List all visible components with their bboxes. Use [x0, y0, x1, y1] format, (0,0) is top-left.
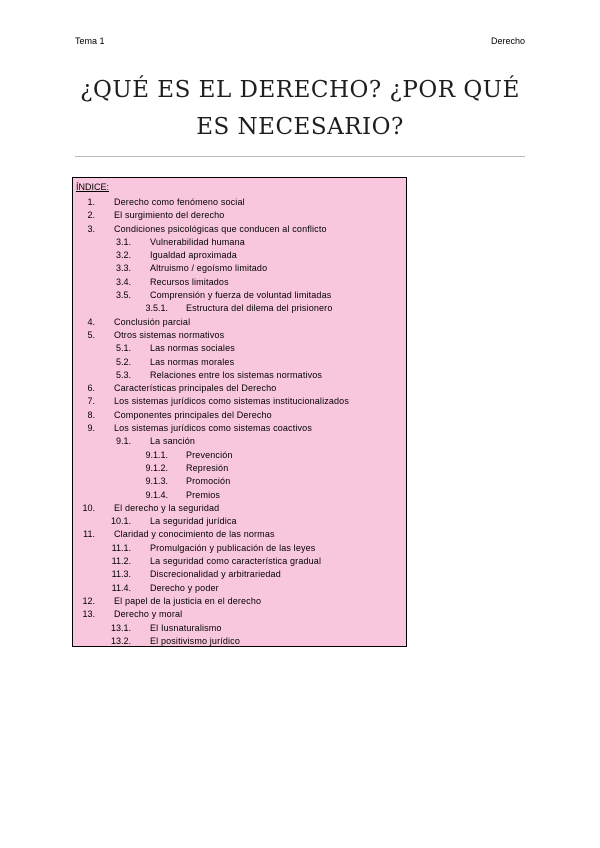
toc-item [73, 608, 406, 621]
toc-item-number: 6. [87, 383, 95, 394]
toc-item-number: 8. [87, 409, 95, 420]
toc-item [73, 582, 406, 595]
toc-item-label: Componentes principales del Derecho [114, 409, 272, 420]
toc-item [73, 409, 406, 422]
toc-item [73, 622, 406, 635]
toc-item-label: Conclusión parcial [114, 316, 191, 327]
toc-item-number: 13. [82, 609, 95, 620]
toc-item-number: 2. [87, 210, 95, 221]
toc-item [73, 502, 406, 515]
toc-item-number: 3.1. [115, 236, 131, 247]
toc-item-label: La sanción [150, 436, 196, 447]
toc-item [73, 209, 406, 222]
toc-item-number: 3.5. [115, 290, 131, 301]
toc-item-label: Derecho como fenómeno social [114, 197, 245, 207]
toc-item-number: 3.5.1. [145, 303, 168, 314]
toc-item-number: 5.1. [115, 343, 131, 354]
toc-item [73, 422, 406, 435]
toc-item-label: El surgimiento del derecho [114, 210, 225, 221]
toc-item-number: 13.1. [110, 622, 131, 633]
toc-item-label: Características principales del Derecho [114, 383, 277, 394]
header-topic: Tema 1 [75, 36, 105, 46]
toc-item-number: 11.3. [111, 569, 131, 580]
toc-item [73, 462, 406, 475]
toc-item [73, 635, 406, 648]
toc-item-number: 9.1.1. [145, 449, 168, 460]
toc-item-label: Discrecionalidad y arbitrariedad [150, 569, 281, 580]
toc-item-number: 3. [87, 223, 95, 234]
toc-item-number: 3.3. [115, 263, 131, 274]
toc-item-label: Los sistemas jurídicos como sistemas institucionalizados [114, 396, 349, 407]
toc-item-label: Represión [186, 462, 229, 473]
toc-item-label: Prevención [186, 449, 233, 460]
toc-item [73, 316, 406, 329]
toc-item-number: 11.1. [111, 542, 131, 553]
toc-item [73, 289, 406, 302]
toc-item [73, 475, 406, 488]
toc-item-label: El derecho y la seguridad [114, 502, 220, 513]
toc-item-label: El papel de la justicia en el derecho [114, 595, 262, 606]
table-of-contents [72, 177, 407, 647]
toc-item [73, 196, 406, 209]
toc-item [73, 223, 406, 236]
toc-item-number: 1. [87, 197, 95, 207]
toc-item [73, 435, 406, 448]
toc-item-label: Premios [186, 489, 221, 500]
toc-item-label: Derecho y poder [150, 582, 219, 593]
toc-item-number: 5.2. [115, 356, 131, 367]
toc-item-number: 5. [87, 329, 95, 340]
toc-item-number: 9. [87, 423, 95, 434]
toc-item-label: Las normas sociales [150, 343, 235, 354]
toc-item [73, 236, 406, 249]
toc-item-number: 3.2. [115, 250, 131, 261]
toc-item-number: 5.3. [115, 369, 131, 380]
toc-item [73, 555, 406, 568]
toc-item [73, 489, 406, 502]
page-title: ¿QUÉ ES EL DERECHO? ¿POR QUÉ ES NECESARIO? [80, 77, 520, 140]
toc-item-label: Condiciones psicológicas que conducen al conflicto [114, 223, 327, 234]
toc-item [73, 449, 406, 462]
title-divider [75, 156, 525, 157]
toc-item [73, 515, 406, 528]
toc-item-label: Los sistemas jurídicos como sistemas coactivos [114, 423, 312, 434]
toc-item-label: Estructura del dilema del prisionero [186, 303, 333, 314]
toc-item-number: 7. [87, 396, 95, 407]
toc-item-label: Recursos limitados [150, 276, 229, 287]
toc-item-label: El Iusnaturalismo [150, 622, 222, 633]
toc-item-number: 12. [82, 595, 95, 606]
toc-item [73, 568, 406, 581]
toc-item-label: Comprensión y fuerza de voluntad limitadas [150, 290, 332, 301]
toc-item-label: Derecho y moral [114, 609, 183, 620]
toc-item [73, 262, 406, 275]
toc-item [73, 369, 406, 382]
toc-item-number: 3.4. [115, 276, 131, 287]
toc-item-label: Otros sistemas normativos [114, 329, 225, 340]
toc-item [73, 528, 406, 541]
toc-item-label: Promoción [186, 476, 231, 487]
toc-item [73, 395, 406, 408]
toc-item [73, 276, 406, 289]
toc-item-number: 9.1. [115, 436, 131, 447]
toc-item [73, 356, 406, 369]
toc-item-number: 4. [87, 316, 95, 327]
toc-item-number: 11.4. [111, 582, 131, 593]
toc-item-label: El positivismo jurídico [150, 635, 240, 646]
toc-list [73, 196, 406, 648]
toc-item-label: La seguridad como característica gradual [150, 556, 322, 567]
toc-item-number: 11.2. [111, 556, 131, 567]
toc-item-label: Las normas morales [150, 356, 235, 367]
toc-item-number: 9.1.3. [145, 476, 168, 487]
toc-item [73, 342, 406, 355]
toc-item-label: La seguridad jurídica [150, 516, 237, 527]
toc-item [73, 302, 406, 315]
toc-heading: ÍNDICE: [76, 182, 110, 192]
toc-item-number: 10.1. [110, 516, 131, 527]
toc-item-label: Relaciones entre los sistemas normativos [150, 369, 323, 380]
header-subject: Derecho [490, 36, 525, 46]
toc-item-number: 13.2. [110, 635, 131, 646]
toc-item-label: Vulnerabilidad humana [150, 236, 245, 247]
toc-item-number: 11. [83, 529, 95, 540]
toc-item [73, 329, 406, 342]
toc-item [73, 542, 406, 555]
toc-item-label: Promulgación y publicación de las leyes [150, 542, 316, 553]
toc-item [73, 382, 406, 395]
toc-item-label: Claridad y conocimiento de las normas [114, 529, 275, 540]
toc-item-label: Altruismo / egoísmo limitado [150, 263, 268, 274]
toc-item-number: 9.1.2. [145, 462, 168, 473]
toc-item [73, 249, 406, 262]
toc-item [73, 595, 406, 608]
toc-item-number: 10. [82, 502, 95, 513]
toc-item-label: Igualdad aproximada [150, 250, 237, 261]
toc-item-number: 9.1.4. [145, 489, 168, 500]
